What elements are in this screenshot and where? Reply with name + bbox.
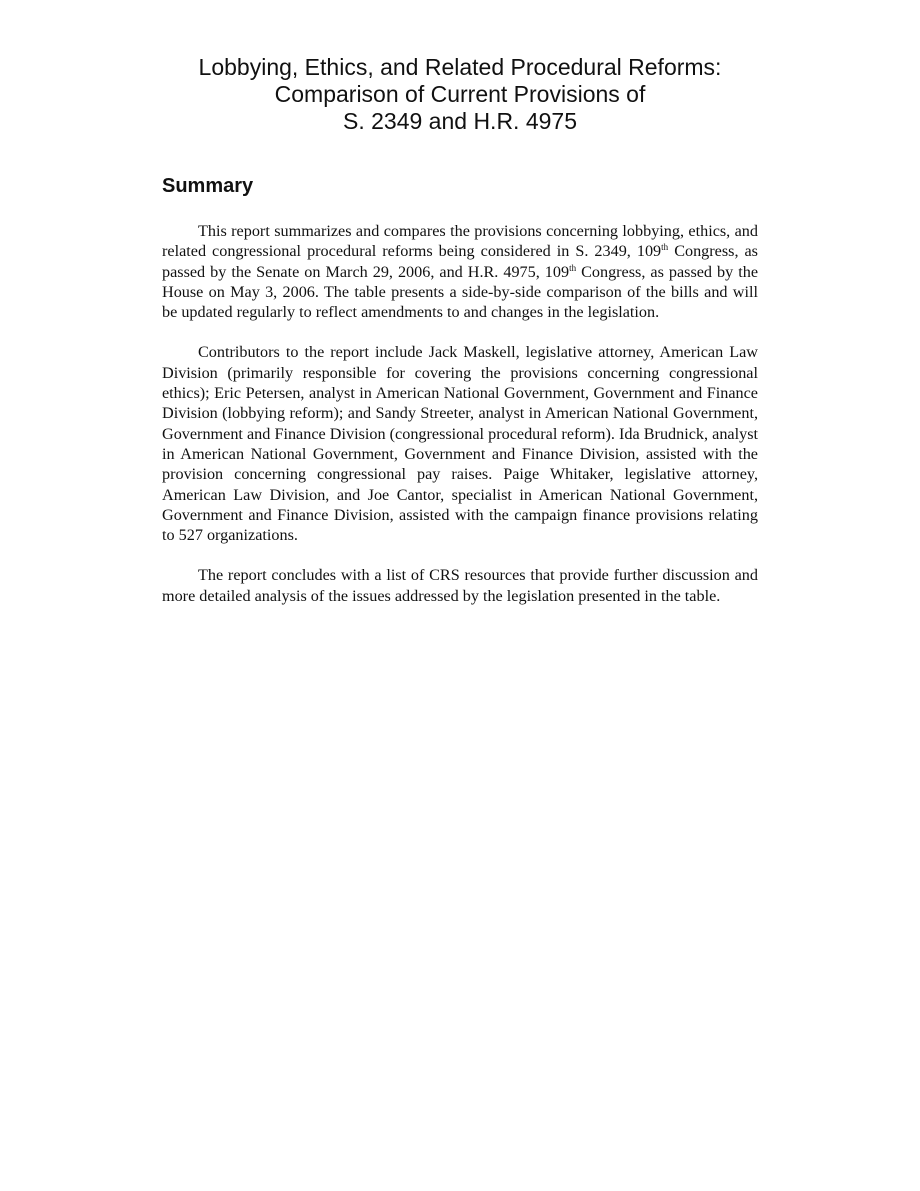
ordinal-superscript: th: [569, 262, 577, 273]
summary-paragraph-1: [162, 221, 758, 322]
report-title-line-3: S. 2349 and H.R. 4975: [343, 108, 577, 134]
paragraph-1-text-a: This report summarizes and compares the provisions concerning lobbying, ethics, and related congressional procedural reforms being considered in S. 2349, 109: [162, 222, 758, 261]
summary-paragraph-3: The report concludes with a list of CRS resources that provide further discussion and more detailed analysis of the issues addressed by the legislation presented in the table.: [162, 566, 758, 605]
report-title-line-2: Comparison of Current Provisions of: [274, 81, 646, 107]
summary-paragraph-2: Contributors to the report include Jack Maskell, legislative attorney, American Law Division (primarily responsible for covering the provisions concerning congressional ethics); Eric Petersen, analyst in American National Government, Government and Finance Division (lobbying reform); and Sandy Streeter, analyst in American National Government, Government and Finance Division (congressional procedural reform). Ida Brudnick, analyst in American National Government, Government and Finance Division, assisted with the provision concerning congressional pay raises. Paige Whitaker, legislative attorney, American Law Division, and Joe Cantor, specialist in American National Government, Government and Finance Division, assisted with the campaign finance provisions relating to 527 organizations.: [162, 343, 758, 545]
ordinal-superscript: th: [661, 242, 669, 253]
document-page: [162, 54, 758, 606]
report-title-line-1: Lobbying, Ethics, and Related Procedural Reforms:: [198, 54, 722, 80]
summary-heading: Summary: [162, 175, 254, 197]
report-title: [162, 54, 758, 135]
paragraph-1-text-c: Congress, as passed by the House on May 3, 2006. The table presents a side-by-side comparison of the bills and will be updated regularly to reflect amendments to and changes in the legislation.: [162, 262, 759, 322]
paragraph-1-text-b: Congress, as passed by the Senate on March 29, 2006, and H.R. 4975, 109: [162, 242, 758, 281]
